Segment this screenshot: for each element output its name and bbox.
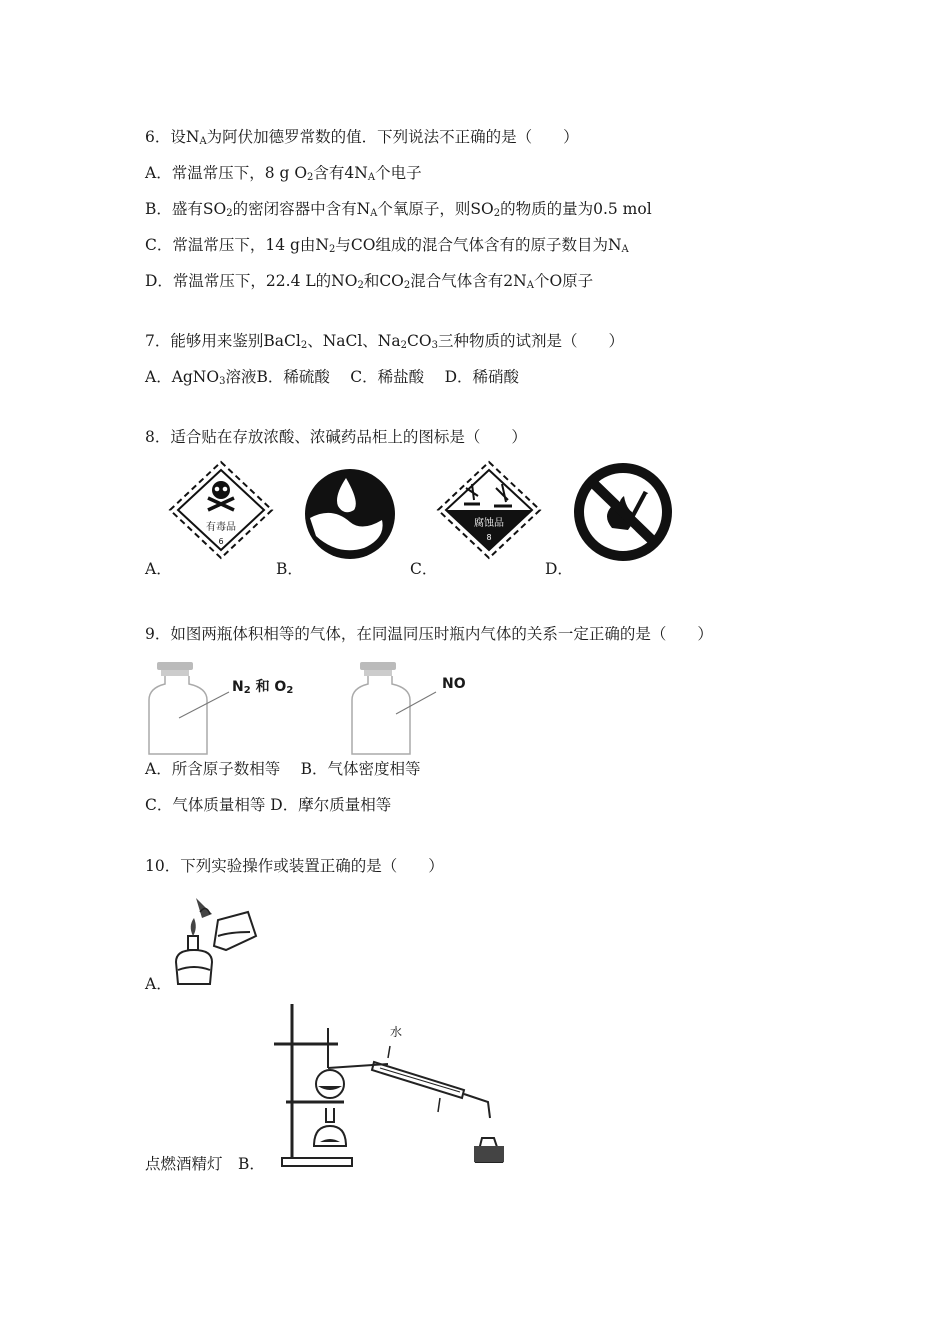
water-reactive-icon xyxy=(302,466,398,562)
q6-option-a: A．常温常压下，8 g $O_2$含有$4N_A$个电子 xyxy=(145,164,422,183)
bottle-left-label: $N_2$ 和 $O_2$ xyxy=(232,679,294,696)
q6-stem: 6．设$N_A$为阿伏加德罗常数的值．下列说法不正确的是（ ） xyxy=(145,128,579,147)
q10-stem: 10．下列实验操作或装置正确的是（ ） xyxy=(145,857,444,875)
q6-option-b: B．盛有$SO_2$的密闭容器中含有$N_A$个氧原子，则$SO_2$的物质的量为0.5 mol xyxy=(145,200,652,219)
no-fire-icon xyxy=(572,462,674,562)
corrosive-label: 腐蚀品 xyxy=(474,518,504,529)
toxic-hazard-icon xyxy=(168,460,274,560)
q10-label-a: A． xyxy=(145,975,172,993)
q8-stem: 8．适合贴在存放浓酸、浓碱药品柜上的图标是（ ） xyxy=(145,428,527,446)
q10-label-b: 点燃酒精灯 B． xyxy=(145,1155,265,1173)
distillation-apparatus-figure xyxy=(268,998,508,1170)
q8-label-a: A． xyxy=(145,560,172,578)
corrosive-class: 8 xyxy=(486,533,492,542)
water-label: 水 xyxy=(390,1025,403,1039)
q9-options-cd: C．气体质量相等 D．摩尔质量相等 xyxy=(145,796,392,814)
q9-options-ab: A．所含原子数相等 B．气体密度相等 xyxy=(145,760,421,778)
lighting-lamp-figure xyxy=(170,892,262,990)
toxic-class: 6 xyxy=(218,537,224,546)
gas-bottle-left-icon xyxy=(145,660,295,758)
q8-label-d: D． xyxy=(545,560,573,578)
q9-stem: 9．如图两瓶体积相等的气体，在同温同压时瓶内气体的关系一定正确的是（ ） xyxy=(145,625,713,643)
q7-options: A．AgNO$_3$溶液B．稀硫酸 C．稀盐酸 D．稀硝酸 xyxy=(145,368,520,387)
corrosive-hazard-icon xyxy=(436,460,542,560)
q8-label-b: B． xyxy=(276,560,303,578)
q8-label-c: C． xyxy=(410,560,438,578)
q7-stem: 7．能够用来鉴别BaCl$_2$、NaCl、$Na_2CO_3$三种物质的试剂是（ ） xyxy=(145,332,624,351)
q6-option-c: C．常温常压下，14 g由$N_2$与CO组成的混合气体含有的原子数目为$N_A$ xyxy=(145,236,629,255)
toxic-label: 有毒品 xyxy=(206,522,236,533)
gas-bottle-right-icon xyxy=(348,660,498,758)
bottle-right-label: NO xyxy=(442,676,466,692)
q6-option-d: D．常温常压下，22.4 L的$NO_2$和$CO_2$混合气体含有$2N_A$个O原子 xyxy=(145,272,594,291)
